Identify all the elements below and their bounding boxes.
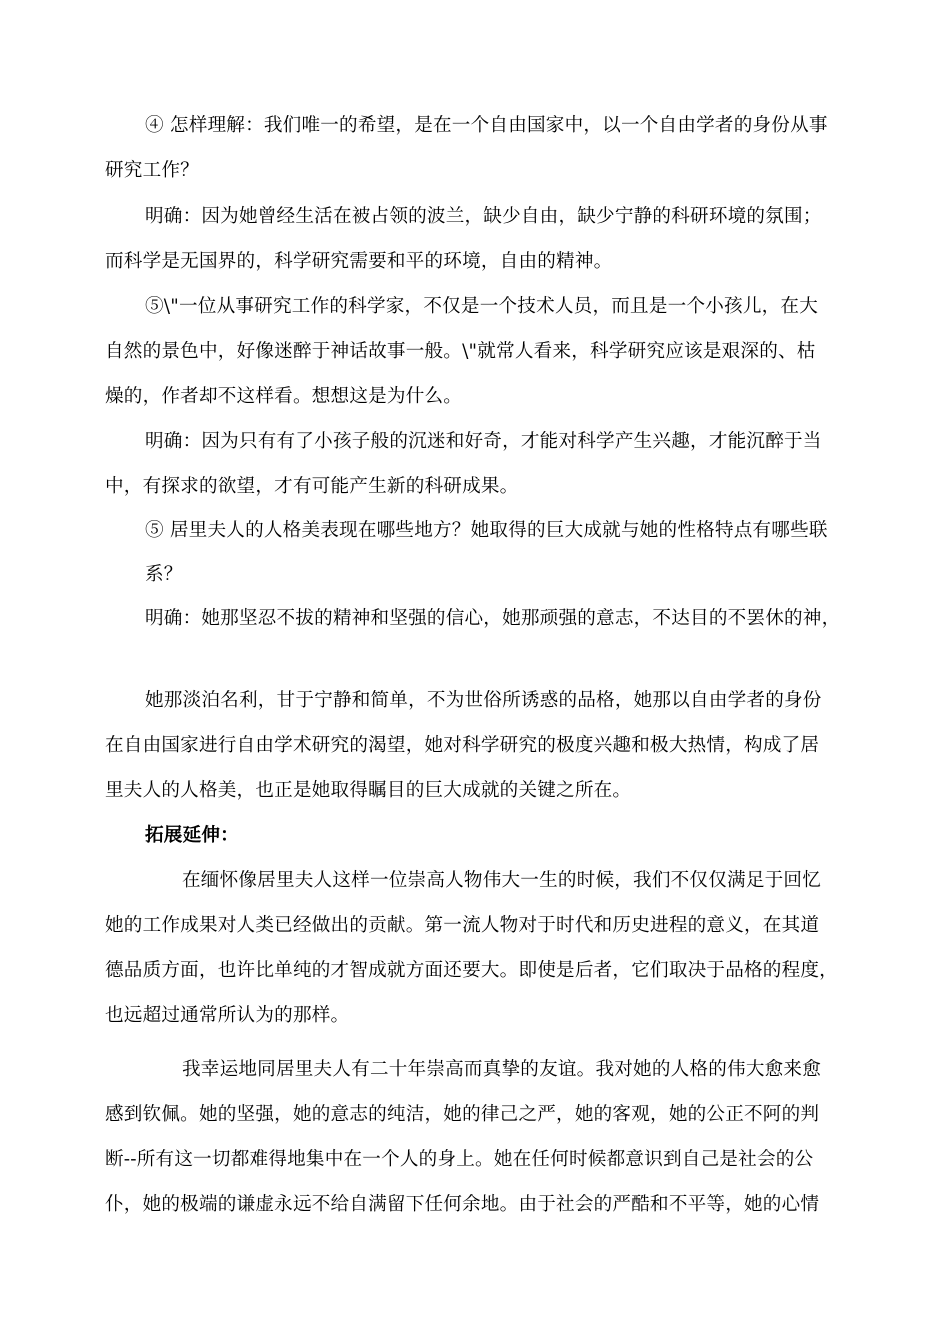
text-line: 研究工作？ [105,160,199,181]
text-line: 德品质方面，也许比单纯的才智成就方面还要大。即使是后者，它们取决于品格的程度， [105,960,838,981]
text-line: 里夫人的人格美，也正是她取得瞩目的巨大成就的关键之所在。 [105,780,632,801]
text-line: ⑤\"一位从事研究工作的科学家，不仅是一个技术人员，而且是一个小孩儿，在大 [145,296,818,317]
text-line: 她那淡泊名利，甘于宁静和简单，不为世俗所诱惑的品格，她那以自由学者的身份 [145,690,822,711]
text-line: 燥的，作者却不这样看。想想这是为什么。 [105,386,463,407]
text-line: 在自由国家进行自由学术研究的渴望，她对科学研究的极度兴趣和极大热情，构成了居 [105,735,820,756]
text-line: 她的工作成果对人类已经做出的贡献。第一流人物对于时代和历史进程的意义，在其道 [105,915,820,936]
text-line: 明确：因为她曾经生活在被占领的波兰，缺少自由，缺少宁静的科研环境的氛围； [145,206,822,227]
text-line: 仆，她的极端的谦虚永远不给自满留下任何余地。由于社会的严酷和不平等，她的心情 [105,1194,820,1215]
text-line: 也远超过通常所认为的那样。 [105,1005,350,1026]
text-line: 而科学是无国界的，科学研究需要和平的环境，自由的精神。 [105,251,613,272]
text-line: 明确：因为只有有了小孩子般的沉迷和好奇，才能对科学产生兴趣，才能沉醉于当 [145,431,822,452]
text-line: 中，有探求的欲望，才有可能产生新的科研成果。 [105,476,519,497]
text-line: 自然的景色中，好像迷醉于神话故事一般。\"就常人看来，科学研究应该是艰深的、枯 [105,341,816,362]
text-line: 感到钦佩。她的坚强，她的意志的纯洁，她的律己之严，她的客观，她的公正不阿的判 [105,1104,820,1125]
text-line: 系？ [145,564,183,585]
text-line: 明确：她那坚忍不拔的精神和坚强的信心，她那顽强的意志，不达目的不罢休的神， [145,608,841,629]
text-line: ④ 怎样理解：我们唯一的希望，是在一个自由国家中，以一个自由学者的身份从事 [145,115,828,136]
section-heading: 拓展延伸： [145,825,239,846]
text-line: ⑤ 居里夫人的人格美表现在哪些地方？她取得的巨大成就与她的性格特点有哪些联 [145,520,828,541]
text-line: 断--所有这一切都难得地集中在一个人的身上。她在任何时候都意识到自己是社会的公 [105,1149,814,1170]
text-line: 在缅怀像居里夫人这样一位崇高人物伟大一生的时候，我们不仅仅满足于回忆 [182,870,821,891]
text-line: 我幸运地同居里夫人有二十年崇高而真挚的友谊。我对她的人格的伟大愈来愈 [182,1059,821,1080]
